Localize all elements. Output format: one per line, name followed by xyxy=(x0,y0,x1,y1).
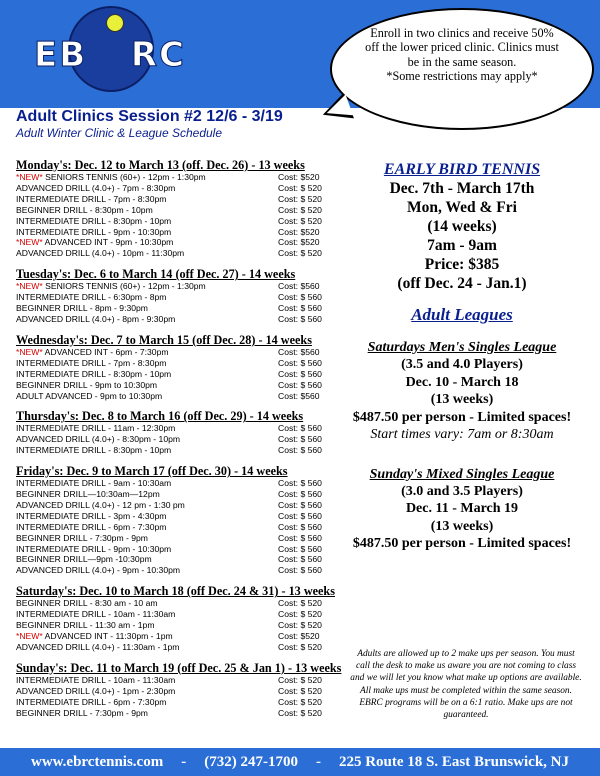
clinic-row xyxy=(16,598,336,609)
clinic-row xyxy=(16,544,336,555)
clinic-label: ADVANCED DRILL (4.0+) - 8pm - 9:30pm xyxy=(16,313,176,324)
clinic-row xyxy=(16,172,336,183)
day-heading: Thursday's: Dec. 8 to March 16 (off Dec. 29) - 14 weeks xyxy=(16,409,304,424)
clinic-cost: Cost: $ 560 xyxy=(278,521,322,532)
early-bird-line: (off Dec. 24 - Jan.1) xyxy=(397,275,527,292)
day-heading: Saturday's: Dec. 10 to March 18 (off Dec. 24 & 31) - 13 weeks xyxy=(16,584,335,599)
clinic-row xyxy=(16,533,336,544)
clinic-cost: Cost: $ 520 xyxy=(278,598,322,609)
bubble-line: Enroll in two clinics and receive 50% off the lower priced clinic. Clinics must be in the same season. xyxy=(365,26,559,69)
clinic-label: INTERMEDIATE DRILL - 8:30pm - 10pm xyxy=(16,445,172,456)
clinic-cost: Cost: $560 xyxy=(278,281,320,292)
day-block xyxy=(16,409,336,456)
clinic-row xyxy=(16,478,336,489)
adult-leagues-title: Adult Leagues xyxy=(411,305,513,324)
clinic-label: ADVANCED DRILL (4.0+) - 8:30pm - 10pm xyxy=(16,434,181,445)
clinic-label: INTERMEDIATE DRILL - 7pm - 8:30pm xyxy=(16,193,167,204)
footer-separator: - xyxy=(181,753,187,770)
clinic-label: SENIORS TENNIS (60+) - 12pm - 1:30pm xyxy=(42,281,206,292)
clinic-cost: Cost: $ 520 xyxy=(278,609,322,620)
logo-text-right: RC xyxy=(130,35,186,75)
clinic-cost: Cost: $ 560 xyxy=(278,554,322,565)
day-block xyxy=(16,158,336,259)
early-bird-line: 7am - 9am xyxy=(427,237,497,254)
clinic-cost: Cost: $ 560 xyxy=(278,434,322,445)
clinic-name xyxy=(16,303,148,314)
clinic-name xyxy=(16,292,166,303)
tennis-ball-icon xyxy=(106,14,124,32)
clinic-label: INTERMEDIATE DRILL - 6pm - 7:30pm xyxy=(16,696,167,707)
clinic-row xyxy=(16,423,336,434)
clinic-row xyxy=(16,391,336,402)
clinic-name xyxy=(16,565,180,576)
clinic-row xyxy=(16,697,336,708)
day-block xyxy=(16,584,336,653)
day-heading: Tuesday's: Dec. 6 to March 14 (off Dec. 27) - 14 weeks xyxy=(16,267,296,282)
clinic-name xyxy=(16,248,184,259)
clinic-cost: Cost: $ 560 xyxy=(278,543,322,554)
clinic-cost: Cost: $ 520 xyxy=(278,215,322,226)
clinic-name xyxy=(16,478,171,489)
early-bird-line: Price: $385 xyxy=(424,256,500,273)
clinic-cost: Cost: $ 560 xyxy=(278,565,322,576)
clinic-cost: Cost: $520 xyxy=(278,237,320,248)
clinic-name xyxy=(16,183,175,194)
clinic-row xyxy=(16,631,336,642)
clinic-row xyxy=(16,216,336,227)
new-badge: *NEW* xyxy=(16,346,43,357)
day-heading: Friday's: Dec. 9 to March 17 (off Dec. 30) - 14 weeks xyxy=(16,464,288,479)
mixed-league-title: Sunday's Mixed Singles League xyxy=(369,466,555,482)
clinic-row xyxy=(16,227,336,238)
clinic-name xyxy=(16,544,171,555)
mixed-league-line: (3.0 and 3.5 Players) xyxy=(401,483,523,499)
clinic-name xyxy=(16,237,173,248)
clinic-name xyxy=(16,434,180,445)
clinic-label: BEGINNER DRILL - 8:30 am - 10 am xyxy=(16,598,158,609)
clinic-cost: Cost: $560 xyxy=(278,346,320,357)
mixed-league-line: (13 weeks) xyxy=(430,518,494,534)
footer-bar xyxy=(0,748,600,776)
clinic-row xyxy=(16,565,336,576)
clinic-row xyxy=(16,500,336,511)
clinic-row xyxy=(16,205,336,216)
clinic-name xyxy=(16,216,171,227)
clinic-row xyxy=(16,358,336,369)
clinic-row xyxy=(16,292,336,303)
clinic-cost: Cost: $520 xyxy=(278,226,320,237)
new-badge: *NEW* xyxy=(16,281,43,292)
clinic-row xyxy=(16,675,336,686)
clinic-name xyxy=(16,708,148,719)
clinic-row xyxy=(16,511,336,522)
clinic-row xyxy=(16,380,336,391)
clinic-label: BEGINNER DRILL - 7:30pm - 9pm xyxy=(16,532,148,543)
mens-league-start-times: Start times vary: 7am or 8:30am xyxy=(370,427,554,442)
clinic-cost: Cost: $520 xyxy=(278,631,320,641)
clinic-name xyxy=(16,500,185,511)
clinic-name xyxy=(16,686,175,697)
clinic-cost: Cost: $ 520 xyxy=(278,696,322,707)
ebrc-logo xyxy=(30,4,190,104)
clinic-row xyxy=(16,609,336,620)
clinic-label: INTERMEDIATE DRILL - 8:30pm - 10pm xyxy=(16,215,172,226)
clinic-name xyxy=(16,598,158,609)
clinic-label: ADVANCED DRILL (4.0+) - 12 pm - 1:30 pm xyxy=(16,499,185,510)
clinic-row xyxy=(16,445,336,456)
clinic-cost: Cost: $ 560 xyxy=(278,303,322,314)
clinic-name xyxy=(16,642,179,653)
clinic-cost: Cost: $ 520 xyxy=(278,641,322,652)
clinic-label: INTERMEDIATE DRILL - 10am - 11:30am xyxy=(16,609,176,620)
session-subtitle: Adult Winter Clinic & League Schedule xyxy=(16,126,223,140)
clinic-name xyxy=(16,489,160,500)
clinic-name xyxy=(16,205,153,216)
clinic-label: ADVANCED DRILL (4.0+) - 9pm - 10:30pm xyxy=(16,565,181,576)
clinic-row xyxy=(16,620,336,631)
clinic-cost: Cost: $ 520 xyxy=(278,204,322,215)
clinic-label: ADVANCED DRILL (4.0+) - 11:30am - 1pm xyxy=(16,641,180,652)
clinic-cost: Cost: $ 520 xyxy=(278,707,322,718)
day-block xyxy=(16,660,342,719)
clinic-name xyxy=(16,445,171,456)
clinic-row xyxy=(16,314,336,325)
early-bird-line: Dec. 7th - March 17th xyxy=(389,180,535,197)
clinic-name xyxy=(16,620,155,631)
clinic-row xyxy=(16,686,336,697)
clinic-name xyxy=(16,423,175,434)
mens-league-line: (13 weeks) xyxy=(430,392,494,407)
clinic-cost: Cost: $ 560 xyxy=(278,368,322,379)
mens-league-line: Dec. 10 - March 18 xyxy=(405,374,519,390)
clinic-name xyxy=(16,697,166,708)
clinic-name xyxy=(16,380,157,391)
day-heading: Monday's: Dec. 12 to March 13 (off. Dec. 26) - 13 weeks xyxy=(16,158,305,172)
mixed-league-line: Dec. 11 - March 19 xyxy=(405,501,519,516)
clinic-label: ADVANCED DRILL (4.0+) - 10pm - 11:30pm xyxy=(16,248,185,259)
clinic-row xyxy=(16,194,336,205)
clinic-row xyxy=(16,489,336,500)
new-badge: *NEW* xyxy=(16,172,43,182)
clinic-label: BEGINNER DRILL—10:30am—12pm xyxy=(16,489,160,500)
clinic-label: INTERMEDIATE DRILL - 7pm - 8:30pm xyxy=(16,357,167,368)
clinic-name xyxy=(16,227,171,238)
clinic-name xyxy=(16,194,166,205)
clinic-row xyxy=(16,708,336,719)
clinic-label: INTERMEDIATE DRILL - 8:30pm - 10pm xyxy=(16,368,172,379)
clinic-name xyxy=(16,675,175,686)
early-bird-details xyxy=(344,179,580,293)
clinic-name xyxy=(16,391,162,402)
clinic-cost: Cost: $ 520 xyxy=(278,248,322,259)
session-title: Adult Clinics Session #2 12/6 - 3/19 xyxy=(16,108,283,125)
clinic-label: BEGINNER DRILL - 9pm to 10:30pm xyxy=(16,379,158,390)
clinic-name xyxy=(16,172,206,183)
footer-phone[interactable]: (732) 247-1700 xyxy=(204,753,298,770)
clinic-cost: Cost: $ 560 xyxy=(278,510,322,521)
mens-singles-league xyxy=(344,339,580,444)
clinic-row xyxy=(16,303,336,314)
clinic-name xyxy=(16,554,152,565)
clinic-row xyxy=(16,248,336,259)
clinic-row xyxy=(16,554,336,565)
promo-bubble-text xyxy=(362,26,562,84)
clinic-cost: Cost: $ 560 xyxy=(278,313,322,324)
clinic-label: INTERMEDIATE DRILL - 6:30pm - 8pm xyxy=(16,292,167,303)
clinic-label: BEGINNER DRILL - 8:30pm - 10pm xyxy=(16,204,153,215)
clinic-name xyxy=(16,631,173,642)
clinic-name xyxy=(16,281,206,292)
day-block xyxy=(16,333,336,402)
clinic-label: ADULT ADVANCED - 9pm to 10:30pm xyxy=(16,390,163,401)
logo-text xyxy=(30,35,190,75)
clinic-cost: Cost: $560 xyxy=(278,390,320,401)
mens-league-title: Saturdays Men's Singles League xyxy=(367,340,557,355)
clinic-cost: Cost: $ 520 xyxy=(278,685,322,696)
clinic-cost: Cost: $ 560 xyxy=(278,478,322,489)
clinic-name xyxy=(16,533,148,544)
clinic-schedule xyxy=(16,158,342,726)
clinic-label: INTERMEDIATE DRILL - 6pm - 7:30pm xyxy=(16,521,167,532)
clinic-cost: Cost: $ 560 xyxy=(278,292,322,303)
clinic-label: ADVANCED INT - 11:30pm - 1pm xyxy=(42,631,173,641)
clinic-label: BEGINNER DRILL - 11:30 am - 1pm xyxy=(16,620,155,631)
clinic-row xyxy=(16,434,336,445)
clinic-name xyxy=(16,314,175,325)
logo-text-left: EB xyxy=(34,35,88,75)
clinic-cost: Cost: $ 560 xyxy=(278,379,322,390)
day-block xyxy=(16,267,336,325)
clinic-label: ADVANCED INT - 6pm - 7:30pm xyxy=(42,346,169,357)
new-badge: *NEW* xyxy=(16,237,43,248)
clinic-cost: Cost: $ 520 xyxy=(278,620,322,631)
clinic-label: BEGINNER DRILL—9pm -10:30pm xyxy=(16,554,152,565)
clinic-name xyxy=(16,347,169,358)
footer-address: 225 Route 18 S. East Brunswick, NJ xyxy=(338,753,569,770)
new-badge: *NEW* xyxy=(16,631,43,641)
mens-league-line: (3.5 and 4.0 Players) xyxy=(401,357,523,372)
clinic-label: INTERMEDIATE DRILL - 9pm - 10:30pm xyxy=(16,226,172,237)
clinic-label: INTERMEDIATE DRILL - 11am - 12:30pm xyxy=(16,423,176,434)
clinic-cost: Cost: $ 560 xyxy=(278,357,322,368)
clinic-label: BEGINNER DRILL - 7:30pm - 9pm xyxy=(16,707,148,718)
early-bird-line: Mon, Wed & Fri xyxy=(407,199,517,216)
clinic-cost: Cost: $ 560 xyxy=(278,445,322,456)
clinic-name xyxy=(16,369,171,380)
footer-website-link[interactable]: www.ebrctennis.com xyxy=(31,753,164,770)
clinic-label: INTERMEDIATE DRILL - 3pm - 4:30pm xyxy=(16,510,167,521)
clinic-cost: Cost: $ 560 xyxy=(278,423,322,434)
clinic-cost: Cost: $ 560 xyxy=(278,532,322,543)
clinic-row xyxy=(16,347,336,358)
clinic-cost: Cost: $ 520 xyxy=(278,182,322,193)
clinic-name xyxy=(16,511,166,522)
clinic-row xyxy=(16,642,336,653)
mixed-league-line: $487.50 per person - Limited spaces! xyxy=(352,536,572,551)
clinic-label: ADVANCED DRILL (4.0+) - 1pm - 2:30pm xyxy=(16,685,176,696)
clinic-name xyxy=(16,522,166,533)
mixed-singles-league xyxy=(344,466,580,553)
clinic-row xyxy=(16,522,336,533)
early-bird-title: EARLY BIRD TENNIS xyxy=(383,161,541,178)
early-bird-line: (14 weeks) xyxy=(427,218,497,235)
clinic-row xyxy=(16,369,336,380)
clinic-label: INTERMEDIATE DRILL - 9am - 10:30am xyxy=(16,478,172,489)
clinic-label: BEGINNER DRILL - 8pm - 9:30pm xyxy=(16,303,148,314)
clinic-row xyxy=(16,281,336,292)
makeup-policy-note: Adults are allowed up to 2 make ups per season. You must call the desk to make us aware you are not coming to class and we will let you know what make up options are available. All make ups must be completed within the same season. EBRC programs will be on a 6:1 ratio. Make ups are not guaranteed. xyxy=(350,649,582,721)
clinic-label: ADVANCED INT - 9pm - 10:30pm xyxy=(42,237,174,248)
day-block xyxy=(16,464,336,576)
day-heading: Wednesday's: Dec. 7 to March 15 (off Dec. 28) - 14 weeks xyxy=(16,332,312,347)
bubble-line: *Some restrictions may apply* xyxy=(386,69,538,84)
clinic-label: SENIORS TENNIS (60+) - 12pm - 1:30pm xyxy=(42,172,206,182)
clinic-label: ADVANCED DRILL (4.0+) - 7pm - 8:30pm xyxy=(16,182,176,193)
clinic-row xyxy=(16,237,336,248)
clinic-row xyxy=(16,183,336,194)
clinic-cost: Cost: $520 xyxy=(278,172,320,182)
clinic-cost: Cost: $ 560 xyxy=(278,489,322,500)
right-column xyxy=(344,160,580,553)
clinic-label: INTERMEDIATE DRILL - 10am - 11:30am xyxy=(16,674,176,685)
clinic-name xyxy=(16,358,166,369)
mens-league-line: $487.50 per person - Limited spaces! xyxy=(352,409,572,425)
day-heading: Sunday's: Dec. 11 to March 19 (off Dec. 25 & Jan 1) - 13 weeks xyxy=(16,660,342,675)
clinic-cost: Cost: $ 520 xyxy=(278,674,322,685)
clinic-label: INTERMEDIATE DRILL - 9pm - 10:30pm xyxy=(16,543,172,554)
clinic-cost: Cost: $ 560 xyxy=(278,499,322,510)
footer-separator: - xyxy=(315,753,321,770)
clinic-name xyxy=(16,609,175,620)
clinic-cost: Cost: $ 520 xyxy=(278,193,322,204)
